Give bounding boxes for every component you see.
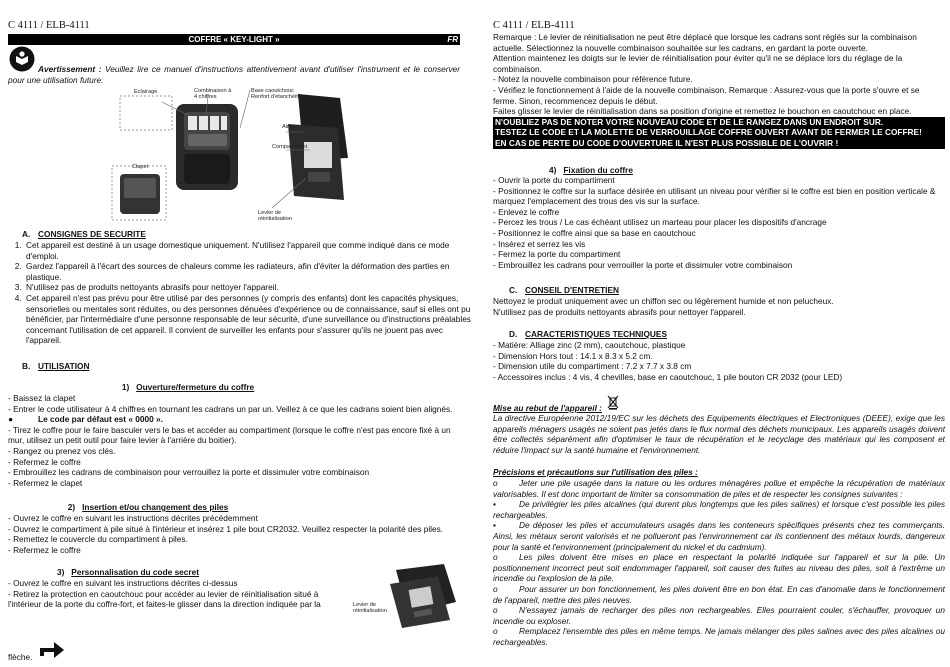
default-code-line: ● Le code par défaut est « 0000 ». bbox=[8, 414, 163, 425]
label-compartiment: Compartiment bbox=[272, 144, 308, 150]
safety-item: 3. N'utilisez pas de produits nettoyants abrasifs pour nettoyer l'appareil. bbox=[24, 282, 476, 293]
list-item: ▪ De déposer les piles et accumulateurs usagés dans les conteneurs spécifiques présents chez tes commerçants. Ainsi, les métaux seront valorisés et ne pollueront pas l'environnement car ils contiennent des métaux lourds, dangereux pour la santé et l'environnement (principalement du nickel et du cadmium). bbox=[493, 520, 945, 552]
label-aimant: Aimant bbox=[282, 124, 300, 130]
list-item: o Les piles doivent être mises en place en respectant la polarité indiquée sur l'appareil et sur la pile. Un positionnement incorrect peut soit endommager l'appareil, soit causer des fuites au niveau des piles, soit à l'extrême un incendie ou l'explosion de la pile. bbox=[493, 552, 945, 584]
label-combinaison: Combinaison à 4 chiffres bbox=[194, 88, 232, 101]
label-clapet: Clapet bbox=[132, 164, 149, 170]
banner-title: COFFRE « KEY-LIGHT » bbox=[188, 35, 280, 44]
batteries-title: Précisions et précautions sur l'utilisation des piles : bbox=[493, 467, 698, 477]
warning-label: Avertissement : bbox=[38, 64, 102, 74]
section-c-body: Nettoyez le produit uniquement avec un chiffon sec ou légèrement humide et non pelucheux. N'utilisez pas de produits nettoyants abrasifs pour nettoyer l'appareil. bbox=[493, 296, 834, 317]
subsection-2-body: - Ouvrez le coffre en suivant les instructions décrites précédemment - Ouvrez le compartiment à pile situé à l'intérieur et insérez 1 pile bout CR2032. Veuillez respecter la polarité des piles. - Remettez le couvercle du compartiment à piles. - Refermez le coffre bbox=[8, 513, 444, 555]
subsection-3-last: flèche. bbox=[8, 652, 33, 662]
disposal-title: Mise au rebut de l'appareil : bbox=[493, 403, 602, 413]
safety-item: 1. Cet appareil est destiné à un usage domestique uniquement. N'utilisez l'appareil que comme indiqué dans ce mode d'emploi. bbox=[24, 240, 476, 261]
label-eclairage: Eclairage bbox=[134, 89, 158, 95]
label-levier-2: Levier de réinitialisation bbox=[353, 602, 387, 615]
list-item: o Pour assurer un bon fonctionnement, les piles doivent être en bon état. En cas d'anomalie dans le fonctionnement de l'appareil, mettre des piles neuves. bbox=[493, 583, 945, 605]
section-d-body: - Matière: Alliage zinc (2 mm), caoutchouc, plastique - Dimension Hors tout : 14.1 x 8.3 x 5.2 cm. - Dimension utile du compartiment : 7.2 x 7.7 x 3.8 cm - Accessoires inclus : 4 vis, 4 chevilles, base en caoutchouc, 1 pile bouton CR 2032 (pour LED) bbox=[493, 340, 843, 382]
safety-item: 4. Cet appareil n'est pas prévu pour être utilisé par des personnes (y compris des enfants) dont les capacités physiques, sensorielles ou mentales sont réduites, ou des personnes dénuées d'expérience ou de connaissance, sauf si elles ont pu bénéficier, par l'intermédiaire d'une personne responsable de leur sécurité, d'une surveillance ou d'instructions préalables concernant l'utilisation de cet appareil. Il convient de surveiller les enfants pour s'assurer qu'ils ne jouent pas avec l'appareil. bbox=[24, 293, 476, 346]
disposal-text: La directive Européenne 2012/19/EC sur les déchets des Equipements électriques et Electroniques (DEEE), exige que les appareils ménagers usagés ne soient pas jetés dans le flux normal des déchets municipaux. Les appareils usagés doivent être collectés séparément afin d'optimiser le taux de récupération et le recyclage des matériaux qui les composent et réduire l'impact sur la santé humaine et l'environnement. bbox=[493, 413, 945, 455]
label-levier: Levier de réinitialisation bbox=[258, 210, 292, 223]
alert-line: N'OUBLIEZ PAS DE NOTER VOTRE NOUVEAU CODE ET DE LE RANGEZ DANS UN ENDROIT SUR. bbox=[493, 117, 945, 128]
section-b-heading: B. UTILISATION bbox=[22, 361, 90, 371]
section-c-heading: C. CONSEIL D'ENTRETIEN bbox=[509, 285, 620, 295]
list-item: ▪ De privilégier les piles alcalines (qui durent plus longtemps que les piles salines) et lorsque c'est possible les piles rechargeables. bbox=[493, 499, 945, 520]
subsection-3-body: - Ouvrez le coffre en suivant les instructions décrites ci-dessus - Retirez la protection en caoutchouc pour accéder au levier de réinitialisation situé à l'intérieur de la porte du coffre-fort, et faites-le glisser dans la direction indiquée par la bbox=[8, 578, 321, 610]
model-number-right: C 4111 / ELB-4111 bbox=[493, 20, 575, 31]
model-number: C 4111 / ELB-4111 bbox=[8, 20, 90, 31]
alert-line: EN CAS DE PERTE DU CODE D'OUVERTURE IL N'EST PLUS POSSIBLE DE L'OUVRIR ! bbox=[493, 138, 945, 149]
warning-paragraph bbox=[8, 64, 460, 85]
warning-text: Veuillez lire ce manuel d'instructions attentivement avant d'utiliser l'instrument et le conserver pour une utilisation future. bbox=[8, 64, 460, 85]
subsection-1-heading: 1) Ouverture/fermeture du coffre bbox=[121, 382, 255, 392]
subsection-1-body: - Baissez la clapet - Entrer le code utilisateur à 4 chiffres en tournant les cadrans un par un. Veillez à ce que les cadrans soient bien alignés. ● Le code par défaut est « 0000 ». - Tirez le coffre pour le faire basculer vers le bas et accéder au compartiment (lorsque le coffre n'est pas encore fixé à un mur, utilisez un petit outil pour faire levier à l'arrière du boitier). - Rangez ou prenez vos clés. - Refermez le coffre - Embrouillez les cadrans de combinaison pour verrouillez la porte et dissimuler votre combinaison - Refermez le clapet bbox=[8, 393, 460, 488]
subsection-4-body: - Ouvrir la porte du compartiment - Positionnez le coffre sur la surface désirée en utilisant un niveau pour vérifier si le coffre est bien en position verticale & marquez l'emplacement des trous des vis sur la surface. - Enlevez le coffre - Percez les trous / Le cas échéant utilisez un marteau pour placer les dispositifs d'ancrage - Positionnez le coffre ainsi que sa base en caoutchouc - Insérez et serrez les vis - Fermez la porte du compartiment - Embrouillez les cadrans pour verrouiller la porte et dissimuler votre combinaison bbox=[493, 175, 936, 270]
bullet-dot-icon: ● bbox=[8, 414, 14, 425]
key-safe-illustration bbox=[108, 88, 358, 228]
subsection-2-heading: 2) Insertion et/ou changement des piles bbox=[67, 502, 229, 512]
section-d-heading: D. CARACTERISTIQUES TECHNIQUES bbox=[509, 329, 667, 339]
language-tag: FR bbox=[447, 35, 458, 44]
list-item: o N'essayez jamais de recharger des piles non rechargeables. Elles pourraient couler, s'échauffer, provoquer un incendie ou exploser. bbox=[493, 605, 945, 626]
list-item: o Remplacez l'ensemble des piles en même temps. Ne jamais mélanger des piles salines avec des piles alcalines ou rechargeables. bbox=[493, 626, 945, 647]
arrow-right-icon bbox=[38, 638, 66, 658]
label-base: Base caoutchouc Renfort d'étanchéité bbox=[251, 88, 301, 101]
list-item: o Jeter une pile usagée dans la nature ou les ordures ménagères pollue et empêche la récupération de matériaux valorisables. Il est donc important de limiter sa consommation de piles et de respecter les consignes suivantes : bbox=[493, 478, 945, 499]
safety-item: 2. Gardez l'appareil à l'écart des sources de chaleurs comme les radiateurs, afin d'éviter la déformation des parties en plastique. bbox=[24, 261, 476, 282]
batteries-list bbox=[493, 478, 945, 648]
product-figure bbox=[108, 88, 358, 228]
subsection-3-heading: 3) Personnalisation du code secret bbox=[56, 567, 200, 577]
section-a-heading: A. CONSIGNES DE SECURITE bbox=[22, 229, 146, 239]
title-banner bbox=[8, 34, 460, 45]
reset-notes: Remarque : Le levier de réinitialisation ne peut être déplacé que lorsque les cadrans sont réglés sur la combinaison actuelle. Sélectionnez la nouvelle combinaison souhaitée sur les cadrans, en gardant la porte ouverte. Attention maintenez les doigts sur le levier de réinitialisation pour éviter qu'il ne se déplace lors du réglage de la combinaison. - Notez la nouvelle combinaison pour référence future. - Vérifiez le fonctionnement à l'aide de la nouvelle combinaison. Remarque : Assurez-vous que la porte s'ouvre et se ferme. Sinon, recommencez depuis le début. Faites glisser le levier de réinitialisation dans sa position d'origine et remettez le bouchon en caoutchouc en place. N'OUBLIEZ PAS DE NOTER VOTRE NOUVEAU CODE ET DE LE RANGEZ DANS UN ENDROIT SUR. TESTEZ LE CODE ET LA MOLETTE DE VERROUILLAGE COFFRE OUVERT AVANT DE FERMER LE COFFRE! EN CAS DE PERTE DU CODE D'OUVERTURE IL N'EST PLUS POSSIBLE DE L'OUVRIR ! bbox=[493, 32, 945, 149]
subsection-4-heading: 4) Fixation du coffre bbox=[549, 165, 633, 175]
reset-lever-illustration bbox=[386, 562, 460, 630]
alert-line: TESTEZ LE CODE ET LA MOLETTE DE VERROUILLAGE COFFRE OUVERT AVANT DE FERMER LE COFFRE! bbox=[493, 127, 945, 138]
crossed-bin-icon bbox=[607, 394, 619, 410]
safety-list bbox=[8, 240, 476, 346]
